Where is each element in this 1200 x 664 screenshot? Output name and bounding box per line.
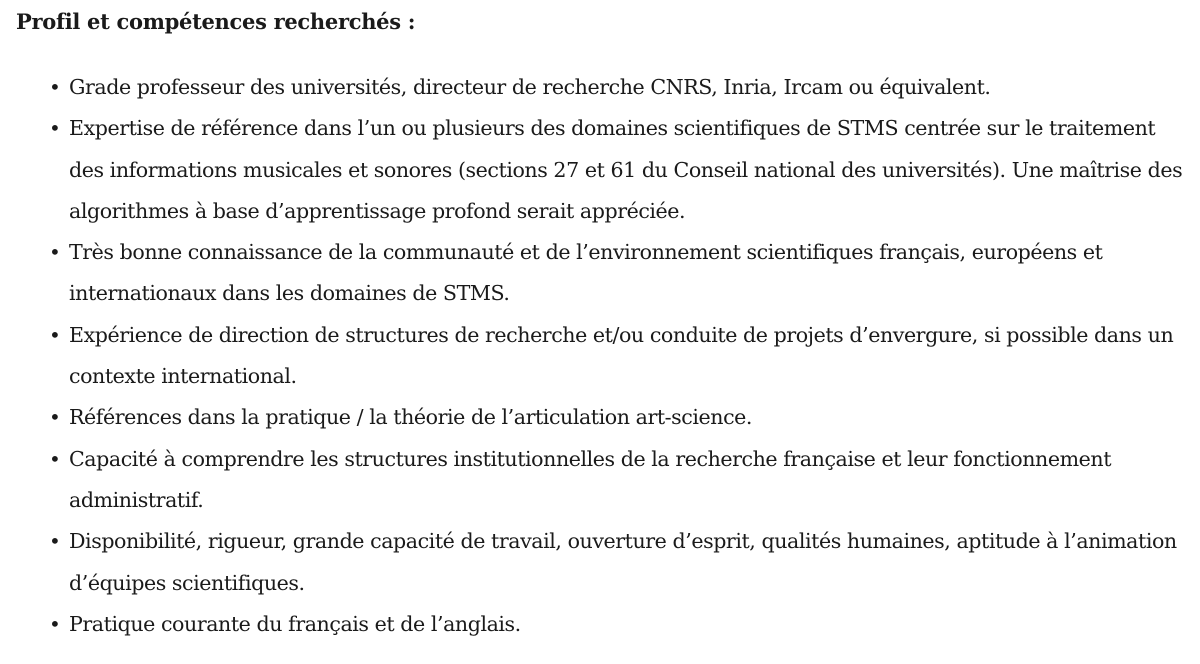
section-heading: Profil et compétences recherchés :: [16, 9, 416, 34]
list-item-text: Très bonne connaissance de la communauté et de l’environnement scientifiques français, européens et internationaux dans les domaines de STMS.: [69, 240, 1103, 306]
list-item: [49, 315, 1184, 398]
bullet-icon: •: [49, 611, 61, 636]
list-item: [49, 439, 1184, 522]
requirements-list: [16, 67, 1184, 645]
list-item: [49, 232, 1184, 315]
list-item: [49, 521, 1184, 604]
bullet-icon: •: [49, 116, 61, 141]
bullet-icon: •: [49, 322, 61, 347]
list-item-text: Capacité à comprendre les structures institutionnelles de la recherche française et leur fonctionnement administratif.: [69, 446, 1112, 512]
list-item-text: Expertise de référence dans l’un ou plusieurs des domaines scientifiques de STMS centrée sur le traitement des informations musicales et sonores (sections 27 et 61 du Conseil national des universités). Une maîtrise des algorithmes à base d’apprentissage profond serait appréciée.: [69, 116, 1183, 223]
list-item: [49, 67, 1184, 108]
list-item: [49, 604, 1184, 645]
list-item-text: Expérience de direction de structures de recherche et/ou conduite de projets d’envergure, si possible dans un contexte international.: [69, 322, 1174, 389]
list-item-text: Disponibilité, rigueur, grande capacité de travail, ouverture d’esprit, qualités humaines, aptitude à l’animation d’équipes scientifiques.: [69, 529, 1177, 595]
bullet-icon: •: [49, 405, 61, 430]
bullet-icon: •: [49, 446, 61, 471]
list-item-text: Grade professeur des universités, directeur de recherche CNRS, Inria, Ircam ou équivalent.: [69, 75, 991, 99]
bullet-icon: •: [49, 529, 61, 554]
bullet-icon: •: [49, 240, 61, 265]
bullet-icon: •: [49, 75, 61, 99]
list-item: [49, 108, 1184, 232]
list-item-text: Références dans la pratique / la théorie de l’articulation art-science.: [69, 405, 752, 430]
list-item: [49, 397, 1184, 438]
list-item-text: Pratique courante du français et de l’anglais.: [69, 611, 521, 636]
